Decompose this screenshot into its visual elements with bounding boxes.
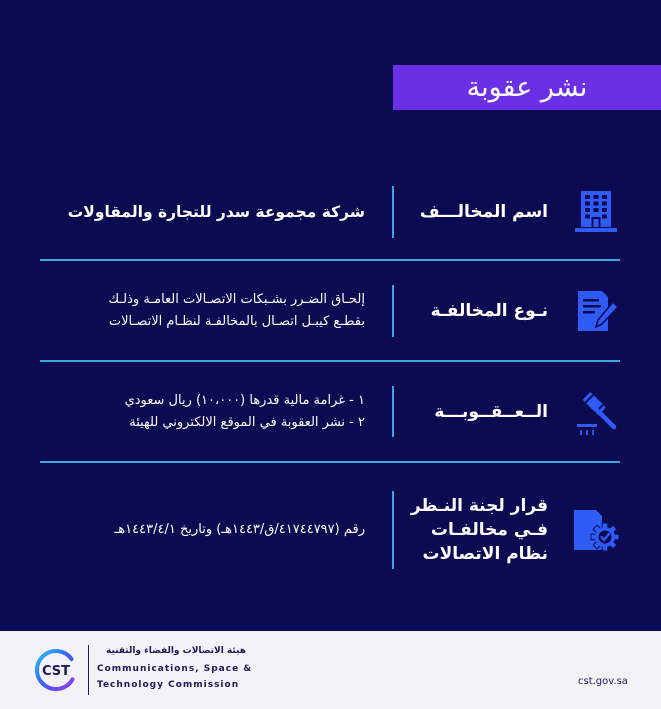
committee-decision-label-line-2: فـي مخالفـات: [430, 520, 548, 540]
org-name-english-line-1: Communications, Space &: [97, 664, 253, 674]
violator-name-value-text: شركة مجموعة سدر للتجارة والمقاولات: [67, 203, 365, 221]
row-divider: [40, 360, 620, 362]
row-vertical-divider: [392, 285, 394, 337]
row-vertical-divider: [392, 491, 394, 569]
violation-type-row: [0, 285, 661, 337]
penalty-row: [0, 386, 661, 437]
violation-type-line-2: بقطـع كيبـل اتصـال بالمخالفـة لنظـام الاتصـالات: [108, 314, 365, 329]
row-divider: [40, 259, 620, 261]
committee-decision-row: [0, 491, 661, 569]
gavel-icon: [572, 388, 620, 436]
committee-decision-label-line-3: نظام الاتصالات: [422, 544, 548, 564]
website-link[interactable]: cst.gov.sa: [578, 676, 628, 687]
violator-name-row: [0, 186, 661, 238]
committee-decision-number-date: رقم (٤١٧٤٤٧٩٧/ق/١٤٤٣هـ) وتاريخ ١٤٤٣/٤/١هـ: [114, 522, 365, 537]
footer-divider: [88, 645, 89, 695]
violation-type-value: [35, 289, 365, 333]
org-name-arabic: هيئة الاتصالات والفضاء والتقنية: [105, 646, 246, 656]
row-vertical-divider: [392, 186, 394, 238]
violation-type-label-text: نـوع المخالفـة: [430, 301, 548, 321]
penalty-line-2: ٢ - نشر العقوبة في الموقع الالكتروني للهيئة: [129, 414, 365, 430]
penalty-value: [35, 390, 365, 434]
committee-decision-label-line-1: قرار لجنة النـظر: [410, 496, 548, 516]
penalty-line-1: ١ - غرامة مالية قدرها (١٠،٠٠٠) ريال سعودي: [124, 392, 365, 408]
row-divider: [40, 461, 620, 463]
title-banner: [393, 65, 661, 110]
violator-name-value: [35, 201, 365, 223]
cst-logo-text: CST: [41, 664, 71, 679]
violation-type-label: [398, 299, 548, 323]
org-name-english-line-2: Technology Commission: [97, 680, 240, 690]
footer: [0, 631, 661, 709]
cst-logo: [32, 647, 80, 693]
row-vertical-divider: [392, 386, 394, 437]
violator-name-label: [398, 200, 548, 224]
committee-decision-label: [398, 494, 548, 566]
violator-name-label-text: اسم المخالـــف: [419, 202, 548, 222]
violation-type-line-1: إلحـاق الضـرر بشـبكات الاتصـالات العامـة وذلـك: [108, 292, 365, 307]
penalty-label: [398, 400, 548, 424]
committee-decision-value: [35, 519, 365, 541]
penalty-label-text: الــعــقــوبـــة: [434, 401, 548, 422]
page-title: نشر عقوبة: [466, 72, 588, 103]
document-gear-check-icon: [572, 506, 620, 554]
document-pen-icon: [572, 287, 620, 335]
building-icon: [572, 188, 620, 236]
